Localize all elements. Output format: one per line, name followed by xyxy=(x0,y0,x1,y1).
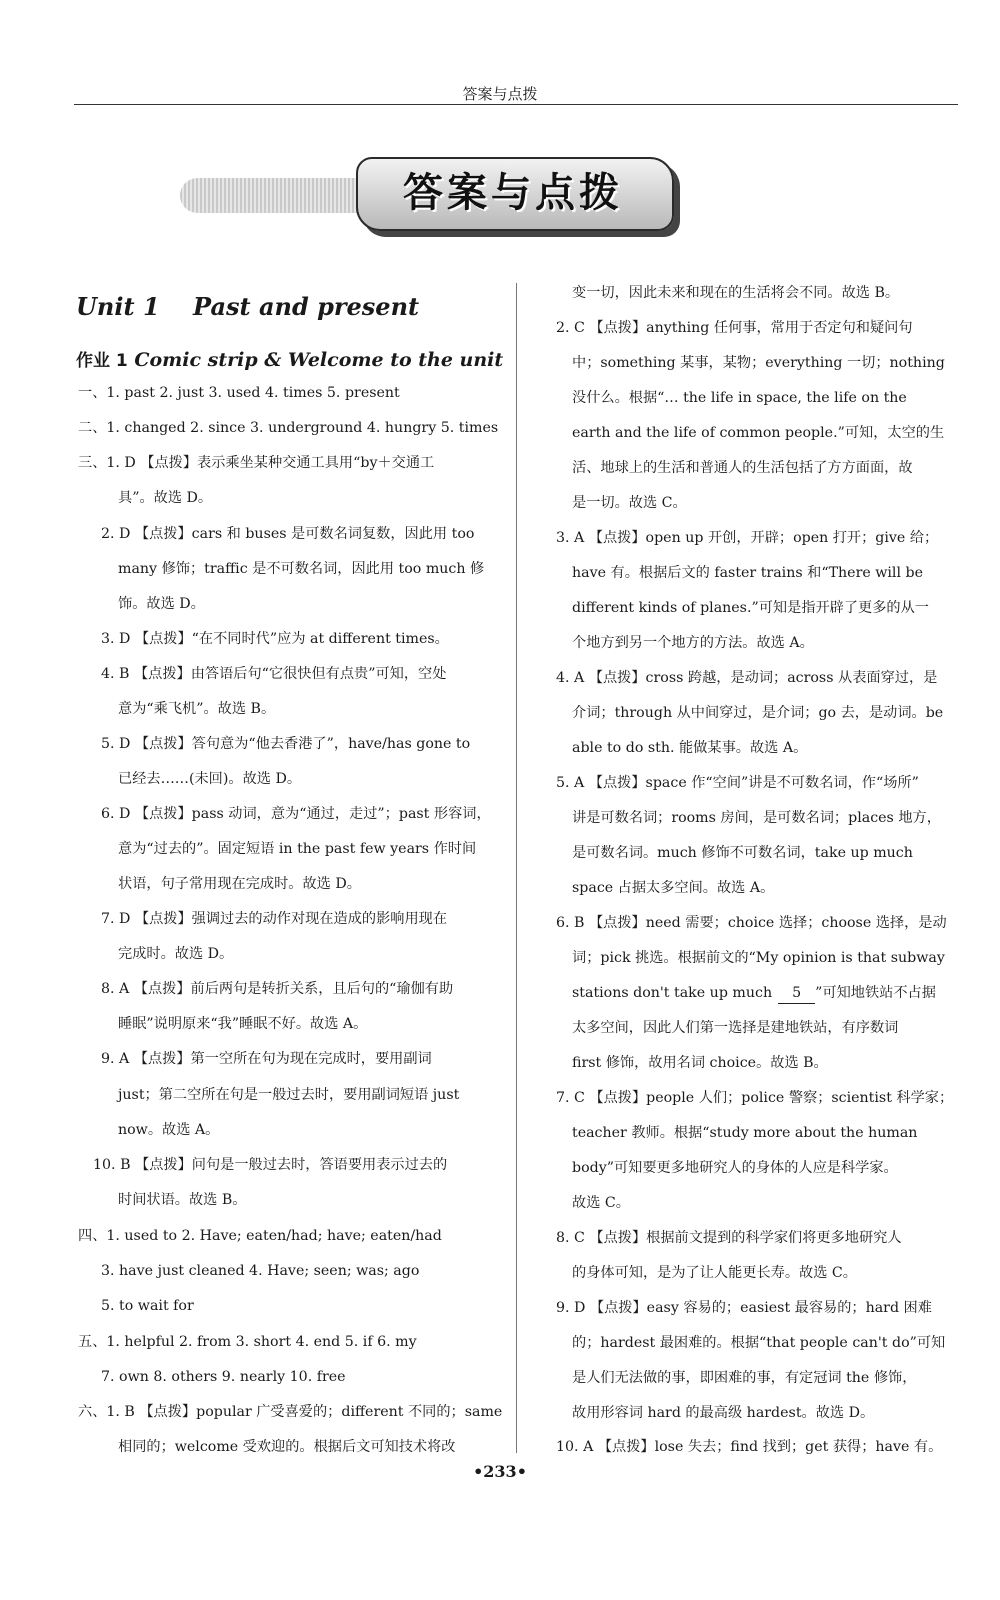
homework-title xyxy=(76,346,503,371)
answer-line-right xyxy=(572,633,957,653)
answer-line-text: 讲是可数名词；rooms 房间，是可数名词；places 地方， xyxy=(572,810,941,826)
answer-line-left: just；第二空所在句是一般过去时，要用副词短语 just xyxy=(118,1087,460,1103)
answer-line-right xyxy=(572,948,957,968)
answer-line-right xyxy=(572,1053,957,1073)
answer-line-text: 个地方到另一个地方的方法。故选 A。 xyxy=(572,635,814,651)
answer-line-text: first 修饰，故用名词 choice。故选 B。 xyxy=(572,1055,828,1071)
answer-line-right xyxy=(572,458,957,478)
answer-line-right xyxy=(572,983,957,1004)
answer-line-right xyxy=(572,283,957,303)
answer-line-right xyxy=(572,1403,957,1423)
answer-line-left: 2. D 【点拨】cars 和 buses 是可数名词复数，因此用 too xyxy=(101,526,475,542)
answer-line-text: 5. A 【点拨】space 作“空间”讲是不可数名词，作“场所” xyxy=(556,775,919,791)
answer-line-right xyxy=(556,1298,941,1318)
answer-line-text: 介词；through 从中间穿过，是介词；go 去，是动词。be xyxy=(572,705,944,721)
blank-number: 5 xyxy=(778,983,815,1004)
answer-line-text: 6. B 【点拨】need 需要；choice 选择；choose 选择，是动 xyxy=(556,915,947,931)
answer-line-right xyxy=(572,598,957,618)
answer-line-right xyxy=(556,1437,941,1457)
answer-line-left: 六、1. B 【点拨】popular 广受喜爱的；different 不同的；same xyxy=(78,1404,503,1420)
answer-line-right xyxy=(556,318,941,338)
answer-line-left: 5. D 【点拨】答句意为“他去香港了”，have/has gone to xyxy=(101,736,471,752)
answer-line-text: 太多空间，因此人们第一选择是建地铁站，有序数词 xyxy=(572,1020,899,1036)
answer-line-left: 10. B 【点拨】问句是一般过去时，答语要用表示过去的 xyxy=(93,1157,448,1173)
answer-line-left: 饰。故选 D。 xyxy=(118,596,205,612)
answer-line-left: 意为“过去的”。固定短语 in the past few years 作时间 xyxy=(118,841,477,857)
answer-line-right xyxy=(556,528,941,548)
answer-line-left: 9. A 【点拨】第一空所在句为现在完成时，要用副词 xyxy=(101,1051,432,1067)
answer-line-right xyxy=(556,1228,941,1248)
answer-line-text: 活、地球上的生活和普通人的生活包括了方方面面，故 xyxy=(572,460,913,476)
answer-line-text: 的；hardest 最困难的。根据“that people can't do”可知 xyxy=(572,1335,946,1351)
banner-title: 答案与点拨 xyxy=(403,170,623,216)
answer-line-right xyxy=(572,563,957,583)
answer-line-text: 的身体可知，是为了让人能更长寿。故选 C。 xyxy=(572,1265,857,1281)
answer-line-text: 故选 C。 xyxy=(572,1195,630,1211)
answer-line-right xyxy=(556,1088,954,1108)
answer-line-text: 是可数名词。much 修饰不可数名词，take up much xyxy=(572,845,913,861)
answer-line-text: 变一切，因此未来和现在的生活将会不同。故选 B。 xyxy=(572,285,900,301)
answer-line-text: 9. D 【点拨】easy 容易的；easiest 最容易的；hard 困难 xyxy=(556,1300,932,1316)
homework-name: Comic strip & Welcome to the unit xyxy=(134,349,504,371)
answer-line-text: earth and the life of common people.”可知，太空的生 xyxy=(572,425,945,441)
answer-line-right xyxy=(572,878,957,898)
answer-line-text: able to do sth. 能做某事。故选 A。 xyxy=(572,740,808,756)
homework-label: 作业 1 xyxy=(76,351,128,371)
answer-line-right xyxy=(572,1193,957,1213)
answer-line-text: 中；something 某事，某物；everything 一切；nothing xyxy=(572,355,945,371)
answer-line-left: 状语，句子常用现在完成时。故选 D。 xyxy=(118,876,361,892)
answer-line-left: 三、1. D 【点拨】表示乘坐某种交通工具用“by＋交通工 xyxy=(78,455,435,471)
answer-line-text: 2. C 【点拨】anything 任何事，常用于否定句和疑问句 xyxy=(556,320,913,336)
answer-line-left: 五、1. helpful 2. from 3. short 4. end 5. if 6. my xyxy=(78,1334,417,1350)
answer-line-left: 四、1. used to 2. Have; eaten/had; have; eaten/had xyxy=(78,1228,442,1244)
page-header-title: 答案与点拨 xyxy=(462,85,538,103)
answer-line-text: 没什么。根据“… the life in space, the life on the xyxy=(572,390,907,406)
answer-line-right xyxy=(556,773,941,793)
header-rule xyxy=(74,104,958,105)
answer-line-right xyxy=(572,423,957,443)
unit-title: Unit 1 Past and present xyxy=(76,292,420,321)
answer-line-left: 6. D 【点拨】pass 动词，意为“通过，走过”；past 形容词， xyxy=(101,806,491,822)
answer-line-left: 完成时。故选 D。 xyxy=(118,946,234,962)
answer-line-right xyxy=(556,668,941,688)
blank-trailing-text: ”可知地铁站不占据 xyxy=(815,985,936,1001)
answer-line-text: space 占据太多空间。故选 A。 xyxy=(572,880,775,896)
answer-line-right xyxy=(572,493,957,513)
answer-line-text: 是人们无法做的事，即困难的事，有定冠词 the 修饰， xyxy=(572,1370,917,1386)
answer-line-left: many 修饰；traffic 是不可数名词，因此用 too much 修 xyxy=(118,561,485,577)
answer-line-right xyxy=(572,808,957,828)
answer-line-right xyxy=(572,1123,957,1143)
answer-line-right xyxy=(572,1368,957,1388)
answer-line-left: 3. have just cleaned 4. Have; seen; was; ago xyxy=(101,1263,420,1279)
answer-line-text: stations don't take up much xyxy=(572,985,773,1001)
answer-line-left: 具”。故选 D。 xyxy=(118,490,213,506)
answer-line-right xyxy=(572,1158,957,1178)
answer-line-left: 意为“乘飞机”。故选 B。 xyxy=(118,701,276,717)
answer-line-right xyxy=(572,703,957,723)
answer-line-right xyxy=(572,388,957,408)
answer-line-text: 7. C 【点拨】people 人们；police 警察；scientist 科学家； xyxy=(556,1090,954,1106)
answer-line-text: 10. A 【点拨】lose 失去；find 找到；get 获得；have 有。 xyxy=(556,1439,943,1455)
answer-line-right xyxy=(556,913,947,933)
answer-line-left: 睡眠”说明原来“我”睡眠不好。故选 A。 xyxy=(118,1016,368,1032)
answer-line-text: teacher 教师。根据“study more about the human xyxy=(572,1125,918,1141)
answer-line-text: body”可知要更多地研究人的身体的人应是科学家。 xyxy=(572,1160,898,1176)
answer-line-left: 5. to wait for xyxy=(101,1298,194,1314)
answer-line-left: 时间状语。故选 B。 xyxy=(118,1192,247,1208)
answer-line-right xyxy=(572,843,957,863)
page-number: •233• xyxy=(473,1462,527,1481)
answer-line-left: 7. D 【点拨】强调过去的动作对现在造成的影响用现在 xyxy=(101,911,448,927)
answer-line-right xyxy=(572,1263,957,1283)
answer-line-left: 二、1. changed 2. since 3. underground 4. hungry 5. times xyxy=(78,420,499,436)
answer-line-text: 故用形容词 hard 的最高级 hardest。故选 D。 xyxy=(572,1405,875,1421)
answer-line-text: 8. C 【点拨】根据前文提到的科学家们将更多地研究人 xyxy=(556,1230,902,1246)
answer-line-left: 3. D 【点拨】“在不同时代”应为 at different times。 xyxy=(101,631,449,647)
answer-line-text: 4. A 【点拨】cross 跨越，是动词；across 从表面穿过，是 xyxy=(556,670,938,686)
answer-line-text: have 有。根据后文的 faster trains 和“There will be xyxy=(572,565,923,581)
answer-line-left: 已经去……(未回)。故选 D。 xyxy=(118,771,302,787)
answer-line-right xyxy=(572,353,957,373)
answer-line-text: 词；pick 挑选。根据前文的“My opinion is that subway xyxy=(572,950,945,966)
answer-line-right xyxy=(572,1333,957,1353)
answer-line-text: different kinds of planes.”可知是指开辟了更多的从一 xyxy=(572,600,929,616)
answer-line-text: 是一切。故选 C。 xyxy=(572,495,687,511)
answer-line-left: 一、1. past 2. just 3. used 4. times 5. present xyxy=(78,385,400,401)
answer-line-text: 3. A 【点拨】open up 开创，开辟；open 打开；give 给； xyxy=(556,530,939,546)
answer-line-left: 相同的；welcome 受欢迎的。根据后文可知技术将改 xyxy=(118,1439,456,1455)
answer-line-left: 7. own 8. others 9. nearly 10. free xyxy=(101,1369,346,1385)
answer-line-left: 4. B 【点拨】由答语后句“它很快但有点贵”可知，空处 xyxy=(101,666,447,682)
answer-line-right xyxy=(572,1018,957,1038)
answer-line-right xyxy=(572,738,957,758)
answer-line-left: now。故选 A。 xyxy=(118,1122,220,1138)
answer-line-left: 8. A 【点拨】前后两句是转折关系，且后句的“瑜伽有助 xyxy=(101,981,454,997)
